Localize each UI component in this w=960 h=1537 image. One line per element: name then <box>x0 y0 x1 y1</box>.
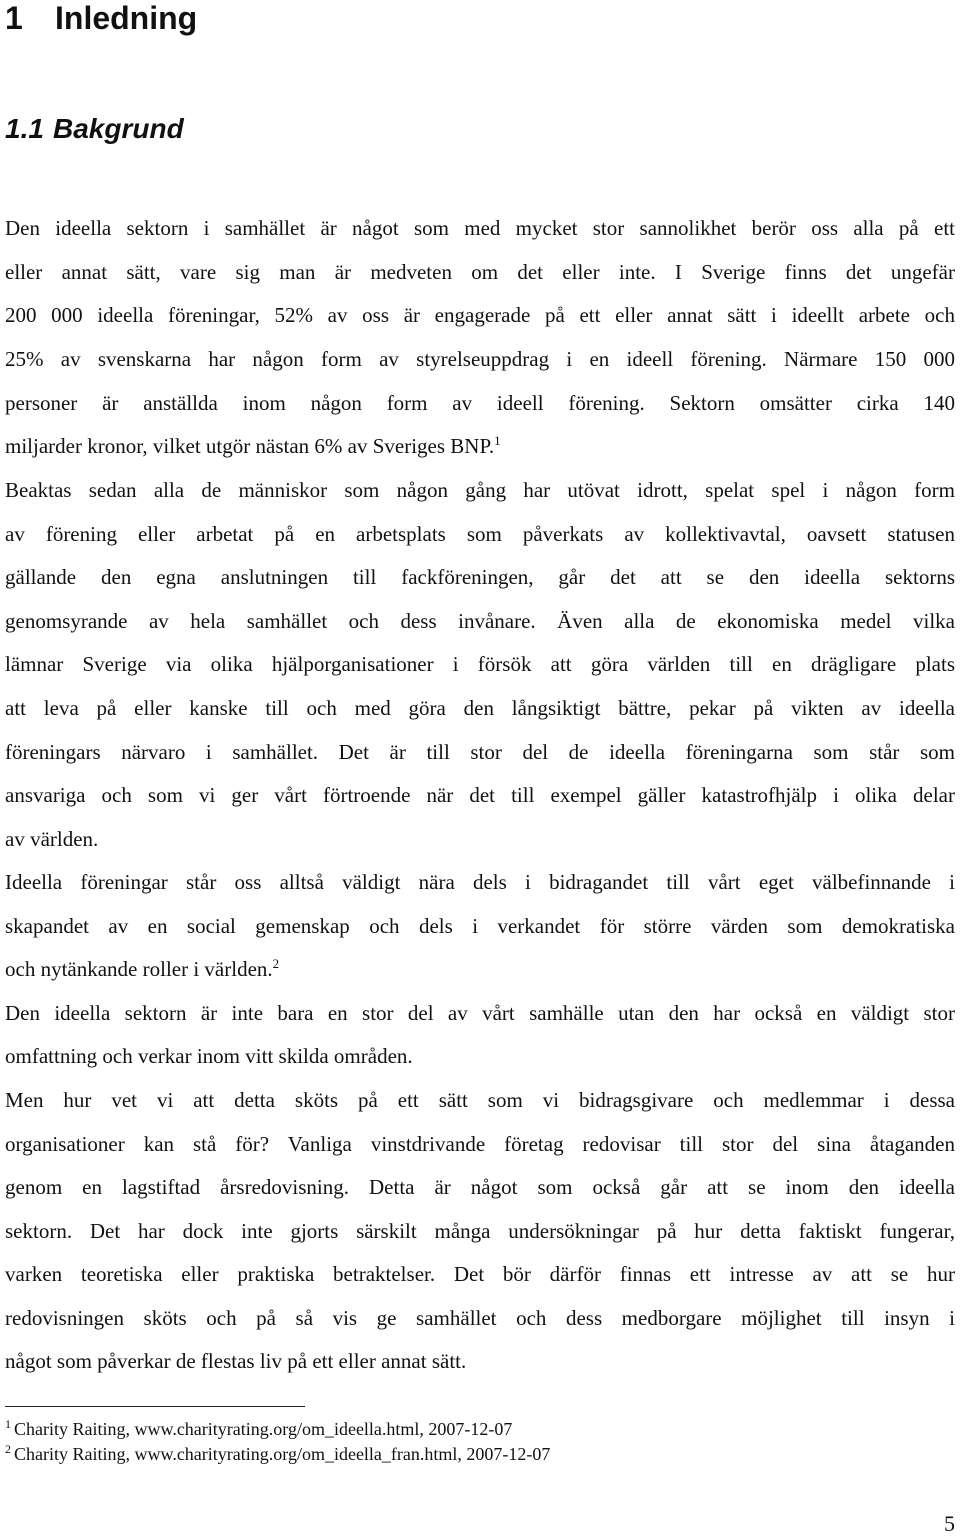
text-line: att leva på eller kanske till och med göra den långsiktigt bättre, pekar på vikten av ideella <box>5 696 955 720</box>
text-line: Ideella föreningar står oss alltså väldigt nära dels i bidragandet till vårt eget välbefinnande i <box>5 870 955 894</box>
page-number: 5 <box>944 1511 955 1536</box>
text-line: varken teoretiska eller praktiska betraktelser. Det bör därför finnas ett intresse av att se hur <box>5 1262 955 1286</box>
text-line-with-footnote <box>5 956 955 982</box>
text-line: föreningars närvaro i samhället. Det är till stor del de ideella föreningarna som står som <box>5 740 955 764</box>
text-line: 25% av svenskarna har någon form av styrelseuppdrag i en ideell förening. Närmare 150 000 <box>5 347 955 371</box>
text-line: omfattning och verkar inom vitt skilda områden. <box>5 1044 413 1068</box>
text-line: eller annat sätt, vare sig man är medveten om det eller inte. I Sverige finns det ungefär <box>5 260 955 284</box>
text-line: genomsyrande av hela samhället och dess invånare. Även alla de ekonomiska medel vilka <box>5 609 955 633</box>
section-heading <box>5 112 905 146</box>
section-title: Bakgrund <box>53 113 184 144</box>
text-line: 200 000 ideella föreningar, 52% av oss är engagerade på ett eller annat sätt i ideellt arbete och <box>5 303 955 327</box>
text-line: Men hur vet vi att detta sköts på ett sätt som vi bidragsgivare och medlemmar i dessa <box>5 1088 955 1112</box>
text-line: skapandet av en social gemenskap och dels i verkandet för större värden som demokratiska <box>5 914 955 938</box>
text-line: organisationer kan stå för? Vanliga vinstdrivande företag redovisar till stor del sina åtaganden <box>5 1132 955 1156</box>
text-line-with-footnote <box>5 433 955 459</box>
text-line: Den ideella sektorn i samhället är något som med mycket stor sannolikhet berör oss alla på ett <box>5 216 955 240</box>
text-line: miljarder kronor, vilket utgör nästan 6% av Sveriges BNP. <box>5 434 495 458</box>
text-line: personer är anställda inom någon form av ideell förening. Sektorn omsätter cirka 140 <box>5 391 955 415</box>
chapter-heading <box>5 0 905 36</box>
text-line: gällande den egna anslutningen till fackföreningen, går det att se den ideella sektorns <box>5 565 955 589</box>
footnote-ref: 2 <box>272 956 280 971</box>
text-line: av förening eller arbetat på en arbetsplats som påverkats av kollektivavtal, oavsett statusen <box>5 522 955 546</box>
footnote <box>5 1443 905 1465</box>
text-line: sektorn. Det har dock inte gjorts särskilt många undersökningar på hur detta faktiskt fungerar, <box>5 1219 955 1243</box>
text-line: genom en lagstiftad årsredovisning. Detta är något som också går att se inom den ideella <box>5 1175 955 1199</box>
footnote-text: Charity Raiting, www.charityrating.org/om_ideella_fran.html, 2007-12-07 <box>14 1444 551 1464</box>
footnote-ref: 1 <box>494 433 501 448</box>
footnote-divider <box>5 1406 305 1407</box>
text-line: något som påverkar de flestas liv på ett eller annat sätt. <box>5 1349 467 1373</box>
text-line: Den ideella sektorn är inte bara en stor del av vårt samhälle utan den har också en väldigt stor <box>5 1001 955 1025</box>
chapter-number: 1 <box>5 0 23 36</box>
text-line: Beaktas sedan alla de människor som någon gång har utövat idrott, spelat spel i någon form <box>5 478 955 502</box>
text-line: av världen. <box>5 827 99 851</box>
footnote <box>5 1418 905 1440</box>
footnote-mark: 1 <box>5 1417 11 1431</box>
footnote-text: Charity Raiting, www.charityrating.org/om_ideella.html, 2007-12-07 <box>14 1419 513 1439</box>
text-line: ansvariga och som vi ger vårt förtroende när det till exempel gäller katastrofhjälp i olika delar <box>5 783 955 807</box>
footnote-mark: 2 <box>5 1442 11 1456</box>
text-line: redovisningen sköts och på så vis ge samhället och dess medborgare möjlighet till insyn i <box>5 1306 955 1330</box>
chapter-title: Inledning <box>55 0 198 36</box>
text-line: och nytänkande roller i världen. <box>5 957 273 981</box>
section-number: 1.1 <box>5 113 44 144</box>
text-line: lämnar Sverige via olika hjälporganisationer i försök att göra världen till en drägligare plats <box>5 652 955 676</box>
